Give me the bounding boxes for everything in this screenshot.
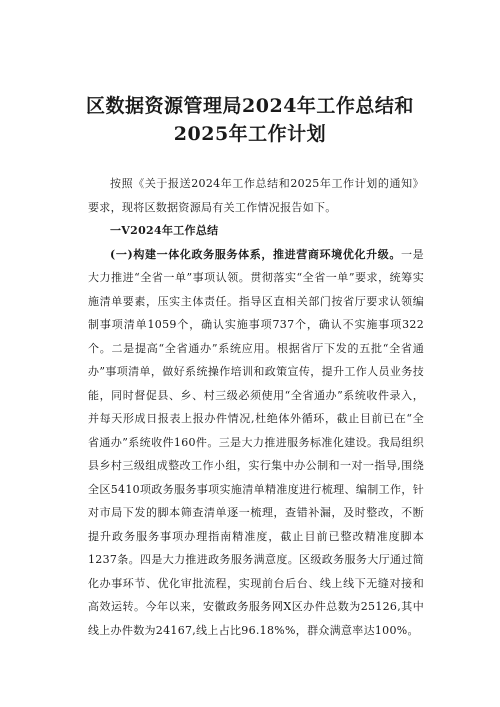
intro-paragraph: 按照《关于报送2024年工作总结和2025年工作计划的通知》要求，现将区数据资源局有关工作情况报告如下。 (88, 177, 424, 214)
document-body (88, 172, 424, 642)
paragraph-1 (88, 243, 424, 643)
document-title: 区数据资源管理局2024年工作总结和2025年工作计划 (86, 95, 414, 145)
paragraph-1-lead: (一)构建一体化政务服务体系，推进营商环境优化升级。 (110, 247, 402, 261)
section-heading: 一V2024年工作总结 (110, 224, 219, 237)
paragraph-1-body: 一是大力推进“全省一单”事项认领。贯彻落实“全省一单”要求，统筹实施清单要素，压实主体责任。指导区直相关部门按省厅要求认领编制事项清单1059个，确认实施事项737个，确认不实施事项322个。二是提高“全省通办”系统应用。根据省厅下发的五批“全省通办”事项清单，做好系统操作培训和政策宣传，提升工作人员业务技能，同时督促县、乡、村三级必须使用“全省通办”系统收件录入，并每天形成日报表上报办件情况,杜绝体外循环，截止目前已在“全省通办”系统收件160件。三是大力推进服务标准化建设。我局组织县乡村三级组成整改工作小组，实行集中办公制和一对一指导,围绕全区5410项政务服务事项实施清单精准度进行梳理、编制工作，针对市局下发的脚本筛查清单逐一梳理，查错补漏，及时整改，不断提升政务服务事项办理指南精准度，截止目前已整改精准度脚本1237条。四是大力推进政务服务满意度。区级政务服务大厅通过简化办事环节、优化审批流程，实现前台后台、线上线下无缝对接和高效运转。今年以来，安徽政务服务网X区办件总数为25126,其中线上办件数为24167,线上占比96.18%%，群众满意率达100%。 (88, 247, 424, 637)
